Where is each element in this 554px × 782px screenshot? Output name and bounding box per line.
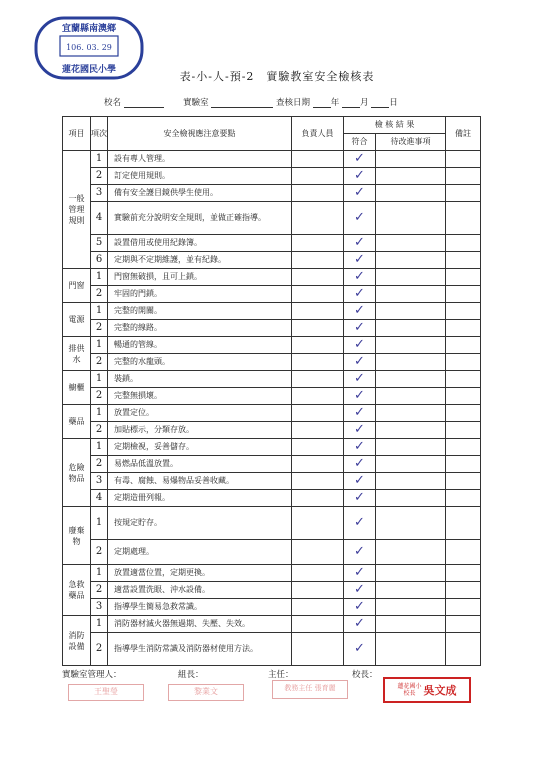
note-cell[interactable]: [446, 371, 481, 388]
note-cell[interactable]: [446, 235, 481, 252]
check-mark[interactable]: ✓: [344, 303, 376, 320]
table-row: [63, 151, 481, 168]
check-mark[interactable]: ✓: [344, 540, 376, 565]
item-number: 5: [91, 235, 108, 252]
table-row: [63, 388, 481, 405]
check-mark[interactable]: ✓: [344, 252, 376, 269]
item-number: 1: [91, 616, 108, 633]
note-cell[interactable]: [446, 354, 481, 371]
improvement-cell[interactable]: [376, 507, 446, 540]
check-mark[interactable]: ✓: [344, 582, 376, 599]
category-cell: 電源: [63, 303, 91, 337]
item-number: 3: [91, 185, 108, 202]
note-cell[interactable]: [446, 599, 481, 616]
footer-manager: 實驗室管理人：: [62, 670, 122, 680]
table-row: [63, 507, 481, 540]
item-number: 1: [91, 151, 108, 168]
improvement-cell[interactable]: [376, 269, 446, 286]
note-cell[interactable]: [446, 540, 481, 565]
note-cell[interactable]: [446, 303, 481, 320]
improvement-cell[interactable]: [376, 337, 446, 354]
checkpoint-text: 按規定貯存。: [108, 507, 292, 540]
improvement-cell[interactable]: [376, 235, 446, 252]
year-label: 年: [330, 98, 340, 108]
checkpoint-text: 門窗無破損，且可上鎖。: [108, 269, 292, 286]
improvement-cell[interactable]: [376, 185, 446, 202]
person-cell[interactable]: [292, 202, 344, 235]
footer-leader: 組長：: [178, 670, 204, 680]
document-title: 表-小-人-預-2 實驗教室安全檢核表: [179, 70, 375, 83]
improvement-cell[interactable]: [376, 202, 446, 235]
improvement-cell[interactable]: [376, 490, 446, 507]
check-mark[interactable]: ✓: [344, 286, 376, 303]
note-cell[interactable]: [446, 439, 481, 456]
item-number: 4: [91, 490, 108, 507]
item-number: 1: [91, 439, 108, 456]
person-cell[interactable]: [292, 185, 344, 202]
checkpoint-text: 定期與不定期維護，並有紀錄。: [108, 252, 292, 269]
category-cell: 消防設備: [63, 616, 91, 666]
check-mark[interactable]: ✓: [344, 565, 376, 582]
person-cell[interactable]: [292, 252, 344, 269]
improvement-cell[interactable]: [376, 599, 446, 616]
improvement-cell[interactable]: [376, 616, 446, 633]
note-cell[interactable]: [446, 616, 481, 633]
improvement-cell[interactable]: [376, 320, 446, 337]
category-cell: 危險物品: [63, 439, 91, 507]
improvement-cell[interactable]: [376, 388, 446, 405]
note-cell[interactable]: [446, 473, 481, 490]
principal-stamp-title: 校長: [403, 690, 416, 697]
improvement-cell[interactable]: [376, 252, 446, 269]
person-cell[interactable]: [292, 422, 344, 439]
checkpoint-text: 設置借用或使用紀錄簿。: [108, 235, 292, 252]
category-cell: 急救藥品: [63, 565, 91, 616]
table-row: [63, 540, 481, 565]
table-row: [63, 582, 481, 599]
check-mark[interactable]: ✓: [344, 185, 376, 202]
item-number: 1: [91, 565, 108, 582]
note-cell[interactable]: [446, 422, 481, 439]
person-cell[interactable]: [292, 490, 344, 507]
improvement-cell[interactable]: [376, 633, 446, 666]
checkpoint-text: 完整的線路。: [108, 320, 292, 337]
leader-stamp: 黎業文: [168, 684, 244, 701]
checkpoint-text: 定期造冊列報。: [108, 490, 292, 507]
footer-principal: 校長：: [352, 670, 378, 680]
check-mark[interactable]: ✓: [344, 371, 376, 388]
person-cell[interactable]: [292, 337, 344, 354]
person-cell[interactable]: [292, 456, 344, 473]
principal-stamp-org: 蓮花國小: [397, 683, 422, 690]
improvement-cell[interactable]: [376, 540, 446, 565]
improvement-cell[interactable]: [376, 456, 446, 473]
table-row: [63, 303, 481, 320]
table-row: [63, 456, 481, 473]
room-label: 實驗室: [183, 98, 209, 108]
note-cell[interactable]: [446, 582, 481, 599]
improvement-cell[interactable]: [376, 371, 446, 388]
table-row: [63, 599, 481, 616]
person-cell[interactable]: [292, 473, 344, 490]
check-mark[interactable]: ✓: [344, 202, 376, 235]
table-row: [63, 371, 481, 388]
item-number: 6: [91, 252, 108, 269]
item-number: 2: [91, 286, 108, 303]
check-mark[interactable]: ✓: [344, 337, 376, 354]
item-number: 2: [91, 582, 108, 599]
checklist-table: [62, 116, 481, 666]
note-cell[interactable]: [446, 490, 481, 507]
item-number: 4: [91, 202, 108, 235]
person-cell[interactable]: [292, 405, 344, 422]
item-number: 1: [91, 337, 108, 354]
note-cell[interactable]: [446, 507, 481, 540]
checkpoint-text: 指導學生消防常識及消防器材使用方法。: [108, 633, 292, 666]
person-cell[interactable]: [292, 599, 344, 616]
table-row: [63, 235, 481, 252]
item-number: 3: [91, 599, 108, 616]
checkpoint-text: 放置定位。: [108, 405, 292, 422]
checkpoint-text: 完整的開關。: [108, 303, 292, 320]
note-cell[interactable]: [446, 151, 481, 168]
note-cell[interactable]: [446, 168, 481, 185]
seal-bottom-text: 蓮花國民小學: [61, 65, 117, 75]
improvement-cell[interactable]: [376, 168, 446, 185]
improvement-cell[interactable]: [376, 303, 446, 320]
person-cell[interactable]: [292, 303, 344, 320]
note-cell[interactable]: [446, 252, 481, 269]
checkpoint-text: 定期檢視，妥善儲存。: [108, 439, 292, 456]
item-number: 2: [91, 422, 108, 439]
checkpoint-text: 適當設置洗眼、沖水設備。: [108, 582, 292, 599]
check-mark[interactable]: ✓: [344, 456, 376, 473]
table-row: [63, 354, 481, 371]
manager-stamp: 王聖瑩: [68, 684, 144, 701]
category-cell: 藥品: [63, 405, 91, 439]
seal-date: 106. 03. 29: [66, 43, 112, 52]
check-mark[interactable]: ✓: [344, 354, 376, 371]
checkpoint-text: 放置適當位置，定期更換。: [108, 565, 292, 582]
check-mark[interactable]: ✓: [344, 473, 376, 490]
checkpoint-text: 備有安全護目鏡供學生使用。: [108, 185, 292, 202]
header-item: 項目: [63, 117, 91, 151]
table-row: [63, 320, 481, 337]
school-label: 校名: [104, 98, 122, 108]
improvement-cell[interactable]: [376, 473, 446, 490]
item-number: 1: [91, 269, 108, 286]
improvement-cell[interactable]: [376, 422, 446, 439]
checkpoint-text: 暢通的管線。: [108, 337, 292, 354]
check-mark[interactable]: ✓: [344, 422, 376, 439]
person-cell[interactable]: [292, 151, 344, 168]
improvement-cell[interactable]: [376, 405, 446, 422]
check-mark[interactable]: ✓: [344, 168, 376, 185]
person-cell[interactable]: [292, 540, 344, 565]
item-number: 1: [91, 303, 108, 320]
header-ok: 符合: [344, 134, 376, 151]
director-stamp: 教務主任 張育麗: [272, 680, 348, 699]
header-points: 安全檢視應注意要點: [108, 117, 292, 151]
person-cell[interactable]: [292, 507, 344, 540]
header-note: 備註: [446, 117, 481, 151]
note-cell[interactable]: [446, 269, 481, 286]
item-number: 3: [91, 473, 108, 490]
check-mark[interactable]: ✓: [344, 405, 376, 422]
footer-director: 主任：: [268, 670, 294, 680]
checkpoint-text: 設有專人管理。: [108, 151, 292, 168]
check-mark[interactable]: ✓: [344, 388, 376, 405]
person-cell[interactable]: [292, 388, 344, 405]
check-mark[interactable]: ✓: [344, 439, 376, 456]
person-cell[interactable]: [292, 633, 344, 666]
improvement-cell[interactable]: [376, 151, 446, 168]
date-label: 查核日期: [276, 98, 311, 108]
table-row: [63, 616, 481, 633]
person-cell[interactable]: [292, 616, 344, 633]
header-no: 項次: [91, 117, 108, 151]
note-cell[interactable]: [446, 202, 481, 235]
item-number: 2: [91, 354, 108, 371]
category-cell: 門窗: [63, 269, 91, 303]
check-mark[interactable]: ✓: [344, 599, 376, 616]
table-row: [63, 473, 481, 490]
check-mark[interactable]: ✓: [344, 269, 376, 286]
note-cell[interactable]: [446, 320, 481, 337]
item-number: 2: [91, 633, 108, 666]
item-number: 2: [91, 540, 108, 565]
header-fix: 待改進事項: [376, 134, 446, 151]
checkpoint-text: 牢固的門鎖。: [108, 286, 292, 303]
checkpoint-text: 完整無損壞。: [108, 388, 292, 405]
check-mark[interactable]: ✓: [344, 616, 376, 633]
table-row: [63, 565, 481, 582]
improvement-cell[interactable]: [376, 565, 446, 582]
seal-top-text: 宜蘭縣南澳鄉: [61, 24, 117, 34]
checkpoint-text: 加貼標示，分類存放。: [108, 422, 292, 439]
table-row: [63, 405, 481, 422]
note-cell[interactable]: [446, 565, 481, 582]
note-cell[interactable]: [446, 405, 481, 422]
improvement-cell[interactable]: [376, 439, 446, 456]
header-result: 檢 核 結 果: [344, 117, 446, 134]
person-cell[interactable]: [292, 354, 344, 371]
note-cell[interactable]: [446, 337, 481, 354]
table-row: [63, 337, 481, 354]
improvement-cell[interactable]: [376, 582, 446, 599]
item-number: 1: [91, 507, 108, 540]
checkpoint-text: 裝鎖。: [108, 371, 292, 388]
day-label: 日: [389, 98, 398, 108]
improvement-cell[interactable]: [376, 286, 446, 303]
checkpoint-text: 有毒、腐蝕、易爆物品妥善收藏。: [108, 473, 292, 490]
checkpoint-text: 消防器材滅火器無過期、失壓、失效。: [108, 616, 292, 633]
checkpoint-text: 定期處理。: [108, 540, 292, 565]
table-row: [63, 202, 481, 235]
check-mark[interactable]: ✓: [344, 490, 376, 507]
table-row: [63, 422, 481, 439]
improvement-cell[interactable]: [376, 354, 446, 371]
note-cell[interactable]: [446, 456, 481, 473]
item-number: 1: [91, 371, 108, 388]
table-row: [63, 286, 481, 303]
note-cell[interactable]: [446, 185, 481, 202]
header-person: 負責人員: [292, 117, 344, 151]
checkpoint-text: 指導學生簡易急救常識。: [108, 599, 292, 616]
check-mark[interactable]: ✓: [344, 633, 376, 666]
person-cell[interactable]: [292, 439, 344, 456]
checkpoint-text: 實驗前充分說明安全規則，並做正確指導。: [108, 202, 292, 235]
person-cell[interactable]: [292, 582, 344, 599]
table-row: [63, 633, 481, 666]
checkpoint-text: 訂定使用規則。: [108, 168, 292, 185]
person-cell[interactable]: [292, 235, 344, 252]
person-cell[interactable]: [292, 269, 344, 286]
person-cell[interactable]: [292, 286, 344, 303]
principal-stamp: [383, 677, 471, 703]
month-label: 月: [359, 98, 369, 108]
note-cell[interactable]: [446, 388, 481, 405]
item-number: 2: [91, 456, 108, 473]
item-number: 2: [91, 388, 108, 405]
table-row: [63, 252, 481, 269]
checkpoint-text: 完整的水龍頭。: [108, 354, 292, 371]
item-number: 2: [91, 168, 108, 185]
check-mark[interactable]: ✓: [344, 151, 376, 168]
table-row: [63, 269, 481, 286]
check-mark[interactable]: ✓: [344, 235, 376, 252]
category-cell: 廢棄物: [63, 507, 91, 565]
note-cell[interactable]: [446, 286, 481, 303]
category-cell: 排供水: [63, 337, 91, 371]
item-number: 1: [91, 405, 108, 422]
table-row: [63, 439, 481, 456]
checkpoint-text: 易燃品低溫放置。: [108, 456, 292, 473]
table-row: [63, 490, 481, 507]
person-cell[interactable]: [292, 320, 344, 337]
person-cell[interactable]: [292, 565, 344, 582]
category-cell: 櫥櫃: [63, 371, 91, 405]
header-line: [104, 96, 398, 108]
principal-stamp-name: 吳文成: [423, 684, 457, 697]
table-row: [63, 185, 481, 202]
person-cell[interactable]: [292, 371, 344, 388]
note-cell[interactable]: [446, 633, 481, 666]
item-number: 2: [91, 320, 108, 337]
check-mark[interactable]: ✓: [344, 320, 376, 337]
person-cell[interactable]: [292, 168, 344, 185]
table-row: [63, 168, 481, 185]
check-mark[interactable]: ✓: [344, 507, 376, 540]
category-cell: 一般管理規則: [63, 151, 91, 269]
